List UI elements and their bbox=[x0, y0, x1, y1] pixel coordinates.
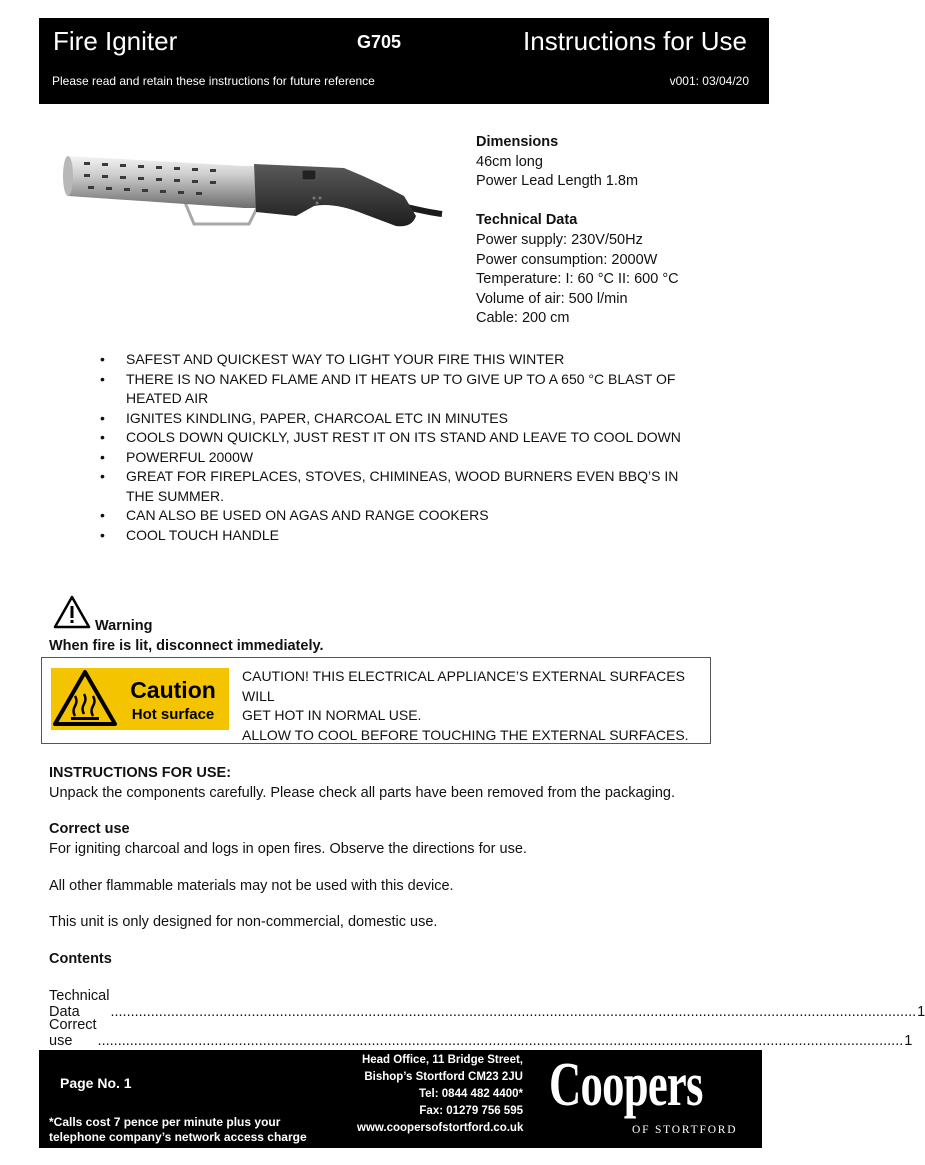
coopers-logo bbox=[549, 1051, 749, 1140]
version-label: v001: 03/04/20 bbox=[669, 74, 749, 88]
caution-line: GET HOT IN NORMAL USE. bbox=[242, 707, 422, 723]
fire-igniter-image bbox=[44, 140, 444, 240]
spec-line: 46cm long bbox=[476, 153, 543, 170]
calls-note-line: telephone company’s network access charge bbox=[49, 1130, 307, 1144]
technical-heading: Technical Data bbox=[476, 212, 578, 229]
correct-use-text: For igniting charcoal and logs in open fires. Observe the directions for use. bbox=[49, 841, 527, 857]
toc-page: 1 bbox=[904, 1033, 913, 1049]
spec-line: Temperature: I: 60 °C II: 600 °C bbox=[476, 271, 679, 288]
feature-item: • IGNITES KINDLING, PAPER, CHARCOAL ETC IN MINUTES bbox=[100, 409, 700, 429]
feature-list bbox=[100, 350, 700, 545]
caution-sign-subtitle: Hot surface bbox=[131, 706, 215, 723]
feature-item: • POWERFUL 2000W bbox=[100, 448, 700, 468]
spec-line: Volume of air: 500 l/min bbox=[476, 290, 628, 307]
feature-item: • CAN ALSO BE USED ON AGAS AND RANGE COOKERS bbox=[100, 506, 700, 526]
calls-note-line: *Calls cost 7 pence per minute plus your bbox=[49, 1115, 281, 1129]
toc-label: Technical Data bbox=[49, 988, 110, 1020]
instructions-text: Unpack the components carefully. Please check all parts have been removed from the packaging. bbox=[49, 785, 675, 801]
warning-subtitle: When fire is lit, disconnect immediately. bbox=[49, 638, 324, 654]
instructions-heading: INSTRUCTIONS FOR USE: bbox=[49, 765, 232, 781]
toc-leader: ........................................................................................................................................................................................................ bbox=[97, 1033, 904, 1049]
caution-line: CAUTION! THIS ELECTRICAL APPLIANCE’S EXTERNAL SURFACES WILL bbox=[242, 668, 685, 704]
logo-wordmark: Coopers bbox=[549, 1051, 703, 1119]
caution-box bbox=[41, 657, 711, 744]
domestic-use-text: This unit is only designed for non-commercial, domestic use. bbox=[49, 914, 438, 930]
calls-note bbox=[49, 1115, 307, 1145]
company-address bbox=[357, 1052, 523, 1137]
feature-item: • GREAT FOR FIREPLACES, STOVES, CHIMINEAS, WOOD BURNERS EVEN BBQ’S IN THE SUMMER. bbox=[100, 467, 700, 506]
product-code: G705 bbox=[357, 32, 402, 52]
spec-line: Power consumption: 2000W bbox=[476, 251, 658, 268]
spec-line: Power supply: 230V/50Hz bbox=[476, 231, 643, 248]
caution-sign-title: Caution bbox=[130, 677, 216, 703]
warning-triangle-icon bbox=[53, 595, 91, 629]
retain-notice: Please read and retain these instructions for future reference bbox=[52, 74, 375, 88]
spec-line: Power Lead Length 1.8m bbox=[476, 173, 639, 190]
address-line: Tel: 0844 482 4400* bbox=[418, 1088, 523, 1100]
footer-bar bbox=[39, 1050, 762, 1148]
toc-leader: ........................................................................................................................................................................................................ bbox=[110, 1004, 917, 1020]
document-type: Instructions for Use bbox=[523, 26, 747, 56]
flammable-text: All other flammable materials may not be used with this device. bbox=[49, 878, 454, 894]
logo-subtitle: OF STORTFORD bbox=[632, 1124, 738, 1136]
caution-text bbox=[242, 667, 702, 745]
website-link[interactable]: www.coopersofstortford.co.uk bbox=[357, 1122, 524, 1134]
feature-item: • SAFEST AND QUICKEST WAY TO LIGHT YOUR FIRE THIS WINTER bbox=[100, 350, 700, 370]
specifications bbox=[476, 133, 679, 329]
address-line: Head Office, 11 Bridge Street, bbox=[361, 1054, 523, 1066]
dimensions-heading: Dimensions bbox=[476, 134, 559, 150]
address-line: Bishop’s Stortford CM23 2JU bbox=[364, 1071, 523, 1083]
product-title: Fire Igniter bbox=[53, 26, 178, 56]
caution-line: ALLOW TO COOL BEFORE TOUCHING THE EXTERNAL SURFACES. bbox=[242, 726, 689, 743]
toc-label: Correct use bbox=[49, 1017, 97, 1049]
feature-item: • COOLS DOWN QUICKLY, JUST REST IT ON ITS STAND AND LEAVE TO COOL DOWN bbox=[100, 428, 700, 448]
toc-entry[interactable] bbox=[49, 988, 925, 1020]
address-line: Fax: 01279 756 595 bbox=[419, 1105, 523, 1117]
feature-item: • THERE IS NO NAKED FLAME AND IT HEATS UP TO GIVE UP TO A 650 °C BLAST OF HEATED AIR bbox=[100, 370, 700, 409]
toc-entry[interactable] bbox=[49, 1017, 913, 1049]
spec-line: Cable: 200 cm bbox=[476, 310, 570, 327]
feature-item: • COOL TOUCH HANDLE bbox=[100, 526, 700, 546]
page-number: Page No. 1 bbox=[60, 1075, 132, 1091]
header-bar bbox=[39, 18, 769, 104]
contents-heading: Contents bbox=[49, 951, 112, 967]
correct-use-heading: Correct use bbox=[49, 821, 130, 837]
caution-hot-surface-sign bbox=[51, 668, 229, 730]
warning-title: Warning bbox=[95, 618, 153, 634]
toc-page: 1 bbox=[917, 1004, 925, 1020]
